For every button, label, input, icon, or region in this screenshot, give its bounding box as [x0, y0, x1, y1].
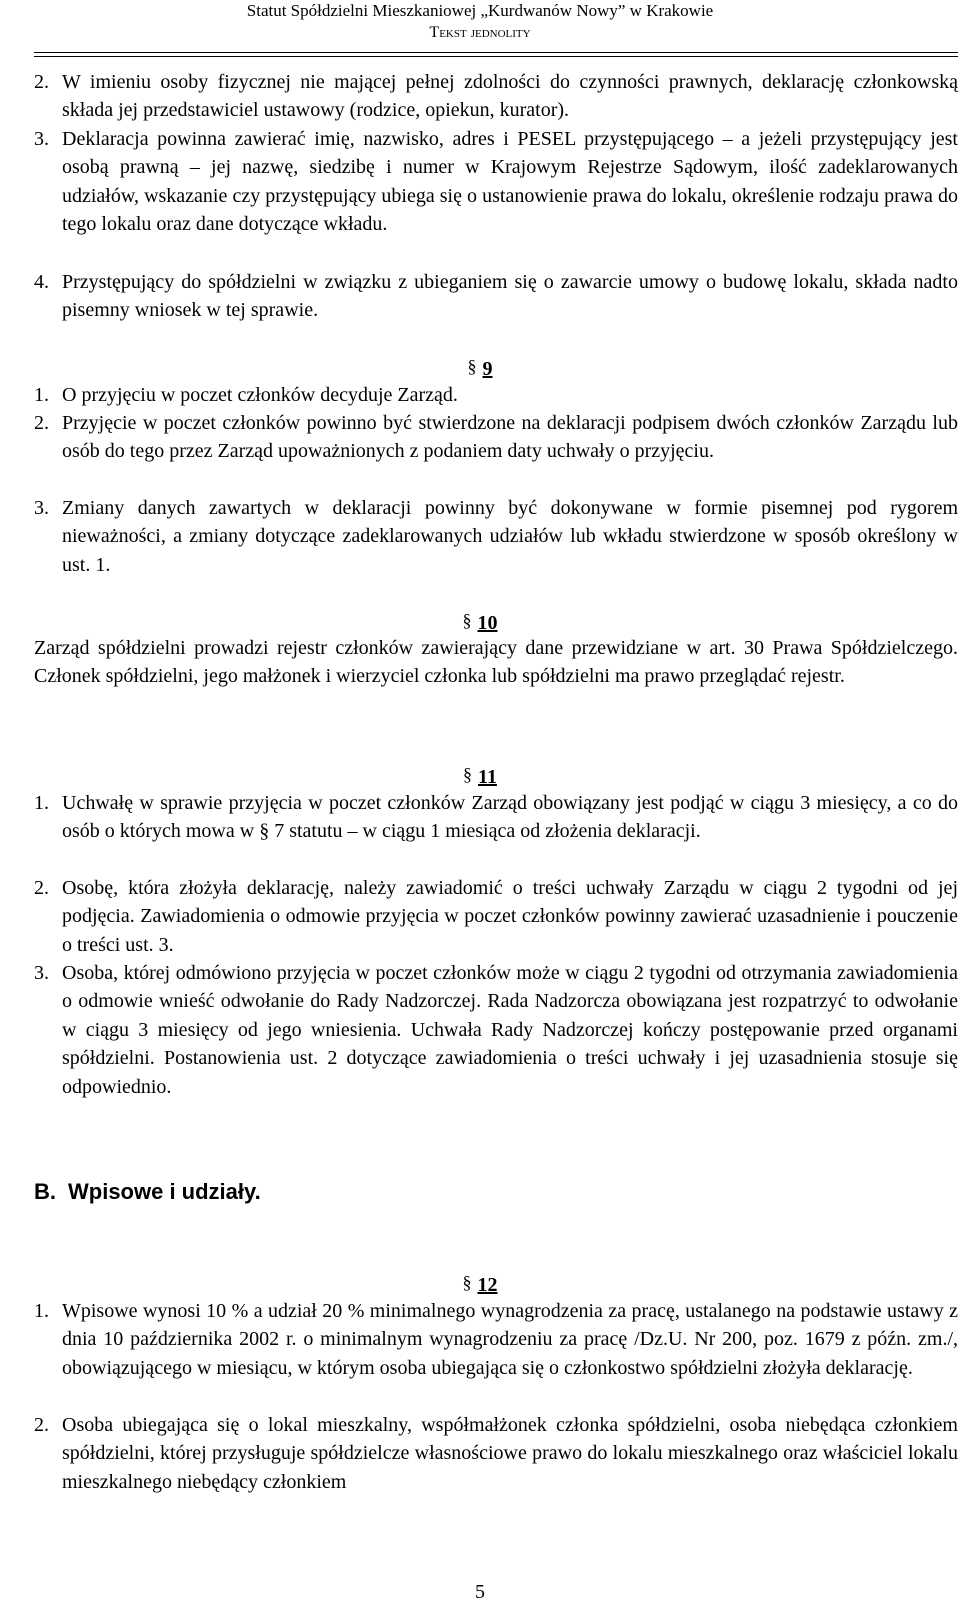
section-heading-11	[0, 760, 960, 791]
item-number: 1.	[34, 792, 49, 814]
list-item	[34, 68, 958, 125]
section-number: 12	[477, 1274, 498, 1296]
section-number: 11	[478, 766, 497, 788]
section-heading-10	[0, 606, 960, 637]
list-item	[34, 1411, 958, 1496]
item-number: 3.	[34, 962, 49, 984]
section-symbol: §	[467, 356, 477, 376]
list-item	[34, 268, 958, 325]
item-number: 2.	[34, 1414, 49, 1436]
header-title: Statut Spółdzielni Mieszkaniowej „Kurdwanów Nowy” w Krakowie	[246, 1, 714, 20]
page-number: 5	[475, 1581, 485, 1603]
section-number: 10	[477, 612, 498, 634]
list-item	[34, 409, 958, 466]
list-item	[34, 494, 958, 579]
section-heading-9	[0, 352, 960, 383]
list-item	[34, 959, 958, 1101]
item-number: 3.	[34, 128, 49, 150]
item-text: Uchwałę w sprawie przyjęcia w poczet członków Zarząd obowiązany jest podjąć w ciągu 3 miesięcy, a co do osób o których mowa w § 7 statutu – w ciągu 1 miesiąca od złożenia deklaracji.	[62, 792, 958, 843]
list-item	[34, 1297, 958, 1382]
item-number: 2.	[34, 877, 49, 899]
header-subtitle: Tekst jednolity	[429, 24, 531, 41]
item-number: 3.	[34, 497, 49, 519]
item-text: W imieniu osoby fizycznej nie mającej pełnej zdolności do czynności prawnych, deklarację członkowską składa jej przedstawiciel ustawowy (rodzice, opiekun, kurator).	[62, 71, 958, 122]
header-rule-bottom	[34, 56, 958, 57]
item-number: 2.	[34, 71, 49, 93]
part-letter: B.	[34, 1179, 56, 1204]
list-item	[34, 874, 958, 959]
item-text: Deklaracja powinna zawierać imię, nazwisko, adres i PESEL przystępującego – a jeżeli przystępujący jest osobą prawną – jej nazwę, siedzibę i numer w Krajowym Rejestrze Sądowym, ilość zadeklarowanych udziałów, wskazanie czy przystępujący ubiega się o ustanowienie prawa do lokalu, określenie rodzaju prawa do tego lokalu oraz dane dotyczące wkładu.	[62, 128, 958, 236]
item-text: Zmiany danych zawartych w deklaracji powinny być dokonywane w formie pisemnej pod rygorem nieważności, a zmiany dotyczące zadeklarowanych udziałów lub wkładu stwierdzone w sposób określony w ust. 1.	[62, 497, 958, 576]
part-heading	[34, 1177, 261, 1207]
list-item	[34, 125, 958, 239]
item-text: Wpisowe wynosi 10 % a udział 20 % minimalnego wynagrodzenia za pracę, ustalanego na podstawie ustawy z dnia 10 października 2002 r. o minimalnym wynagrodzeniu za pracę /Dz.U. Nr 200, poz. 1679 z późn. zm./, obowiązującego w miesiącu, w którym osoba ubiegająca się o członkostwo spółdzielni złożyła deklarację.	[62, 1300, 958, 1379]
section-heading-12	[0, 1268, 960, 1299]
header-rule-top	[34, 52, 958, 53]
item-number: 1.	[34, 1300, 49, 1322]
section-number: 9	[482, 358, 493, 380]
list-item	[34, 789, 958, 846]
item-text: Osoba, której odmówiono przyjęcia w poczet członków może w ciągu 2 tygodni od otrzymania zawiadomienia o odmowie wnieść odwołanie do Rady Nadzorczej. Rada Nadzorcza obowiązana jest rozpatrzyć to odwołanie w ciągu 3 miesięcy od jego wniesienia. Uchwała Rady Nadzorczej kończy postępowanie przed organami spółdzielni. Postanowienia ust. 2 dotyczące zawiadomienia o treści uchwały i jej uzasadnienia stosuje się odpowiednio.	[62, 962, 958, 1098]
section-symbol: §	[462, 1272, 472, 1292]
item-text: Przystępujący do spółdzielni w związku z ubieganiem się o zawarcie umowy o budowę lokalu, składa nadto pisemny wniosek w tej sprawie.	[62, 271, 958, 322]
item-text: Przyjęcie w poczet członków powinno być stwierdzone na deklaracji podpisem dwóch członków Zarządu lub osób do tego przez Zarząd upoważnionych z podaniem daty uchwały o przyjęciu.	[62, 412, 958, 463]
list-item	[34, 381, 958, 409]
item-text: O przyjęciu w poczet członków decyduje Zarząd.	[62, 384, 458, 406]
item-number: 4.	[34, 271, 49, 293]
section-symbol: §	[463, 764, 473, 784]
page-header	[0, 0, 960, 44]
item-number: 2.	[34, 412, 49, 434]
section-paragraph: Zarząd spółdzielni prowadzi rejestr członków zawierający dane przewidziane w art. 30 Prawa Spółdzielczego. Członek spółdzielni, jego małżonek i wierzyciel członka lub spółdzielni ma prawo przeglądać rejestr.	[34, 637, 958, 688]
part-title: Wpisowe i udziały.	[68, 1179, 261, 1204]
item-text: Osobę, która złożyła deklarację, należy zawiadomić o treści uchwały Zarządu w ciągu 2 tygodni od jej podjęcia. Zawiadomienia o odmowie przyjęcia w poczet członków powinny zawierać uzasadnienie i pouczenie o treści ust. 3.	[62, 877, 958, 956]
section-symbol: §	[462, 610, 472, 630]
item-text: Osoba ubiegająca się o lokal mieszkalny, współmałżonek członka spółdzielni, osoba niebędąca członkiem spółdzielni, której przysługuje spółdzielcze własnościowe prawo do lokalu mieszkalnego oraz właściciel lokalu mieszkalnego niebędący członkiem	[62, 1414, 958, 1493]
item-number: 1.	[34, 384, 49, 406]
